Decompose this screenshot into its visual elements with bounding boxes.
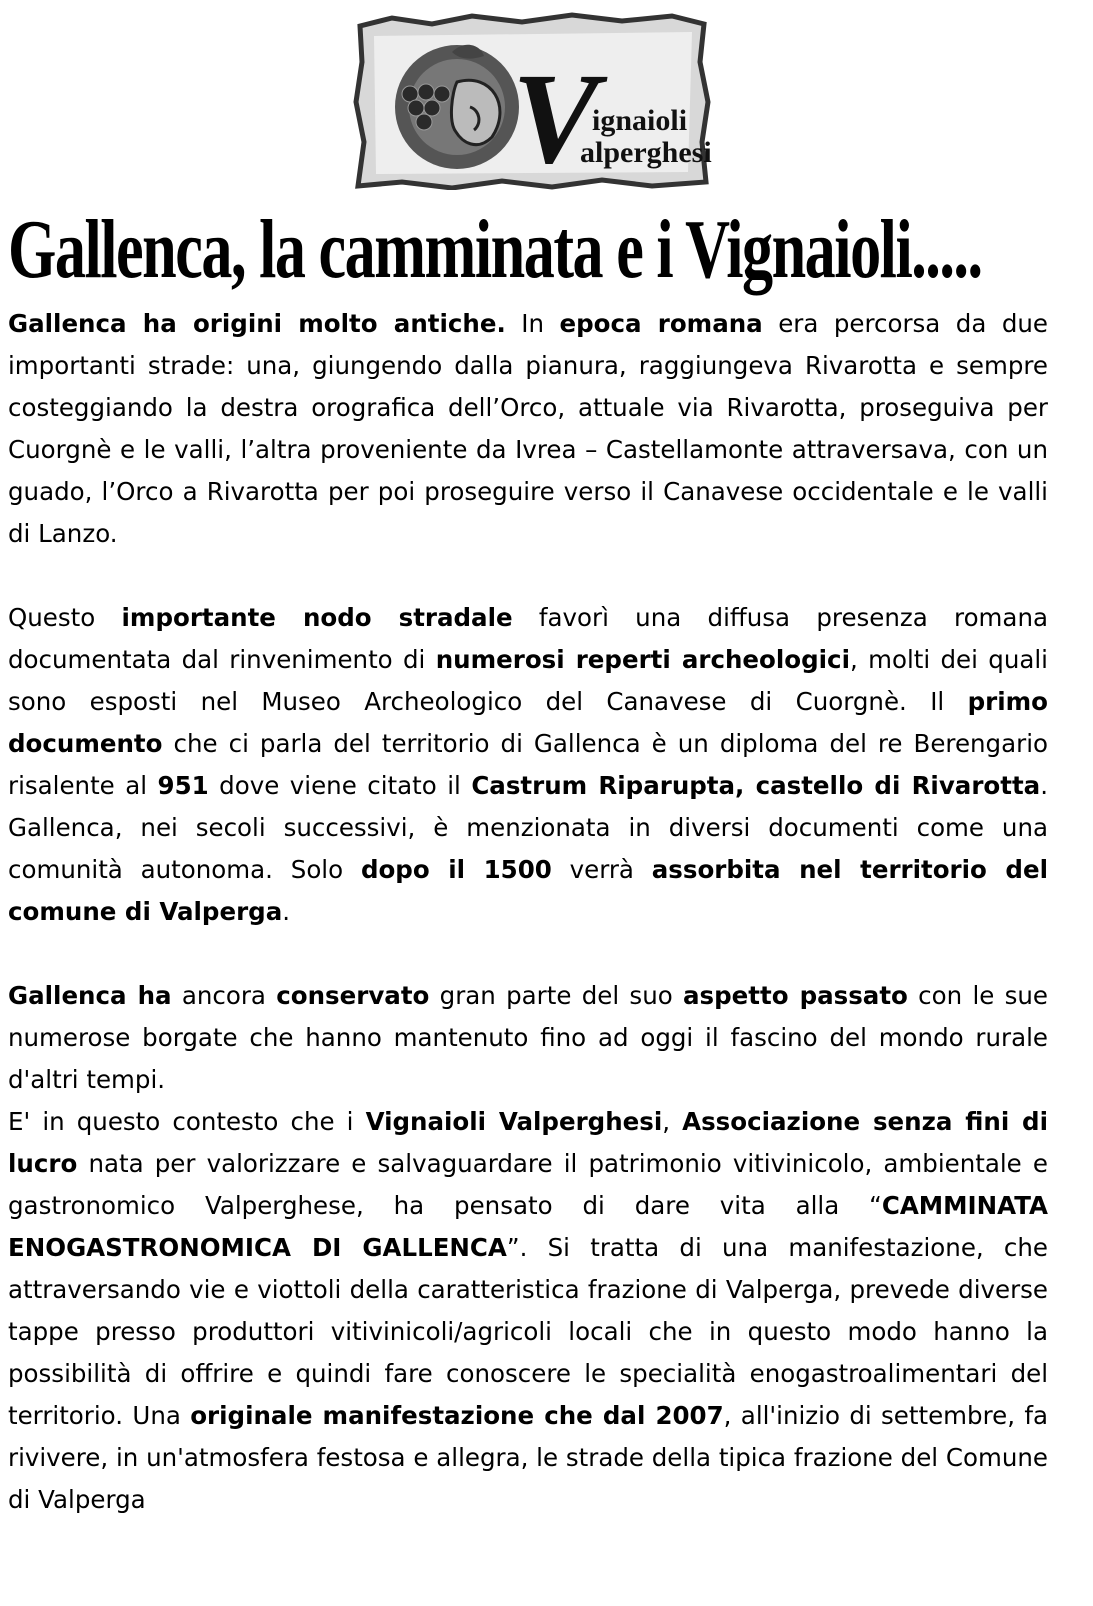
logo-big-v: V bbox=[512, 47, 599, 190]
text-run: ”. Si tratta di una manifestazione, che attraversando vie e viottoli della caratteristica frazione di Valperga, prevede diverse tappe presso produttori vitivinicoli/agricoli locali che in questo modo hanno la possibilità di offrire e quindi fare conoscere le specialità enogastroalimentari del territorio. Una bbox=[8, 1233, 1049, 1430]
paragraph bbox=[8, 975, 1048, 1101]
text-run: dove viene citato il bbox=[208, 771, 472, 800]
vignaioli-logo-image bbox=[352, 12, 712, 190]
text-run: Questo bbox=[8, 603, 122, 632]
bold-text-run: originale manifestazione che dal 2007 bbox=[190, 1401, 724, 1430]
text-run: In bbox=[505, 309, 560, 338]
text-run: favorì una diffusa presenza romana documentata dal rinvenimento di bbox=[8, 603, 1048, 674]
text-run: . bbox=[282, 897, 291, 926]
text-run: che ci parla del territorio di Gallenca è un diploma del re Berengario risalente al bbox=[8, 729, 1048, 800]
paragraph bbox=[8, 1101, 1048, 1521]
text-run: con le sue numerose borgate che hanno mantenuto fino ad oggi il fascino del mondo rurale d'altri tempi. bbox=[8, 981, 1048, 1094]
text-run: verrà bbox=[551, 855, 652, 884]
bold-text-run: 951 bbox=[157, 771, 209, 800]
bold-text-run: primo documento bbox=[8, 687, 1048, 758]
logo-text-ignaioli: ignaioli bbox=[592, 104, 688, 137]
text-run: gran parte del suo bbox=[429, 981, 684, 1010]
bold-text-run: numerosi reperti archeologici bbox=[435, 645, 850, 674]
text-run: nata per valorizzare e salvaguardare il patrimonio vitivinicolo, ambientale e gastronomico Valperghese, ha pensato di dare vita alla “ bbox=[8, 1149, 1048, 1220]
text-run: . Gallenca, nei secoli successivi, è menzionata in diversi documenti come una comunità autonoma. Solo bbox=[8, 771, 1049, 884]
bold-text-run: conservato bbox=[276, 981, 430, 1010]
bold-text-run: Associazione senza fini di lucro bbox=[8, 1107, 1048, 1178]
bold-text-run: assorbita nel territorio del comune di Valperga bbox=[8, 855, 1048, 926]
text-run: ancora bbox=[171, 981, 277, 1010]
text-run: , all'inizio di settembre, fa rivivere, in un'atmosfera festosa e allegra, le strade della tipica frazione del Comune di Valperga bbox=[8, 1401, 1048, 1514]
bold-text-run: Vignaioli Valperghesi bbox=[365, 1107, 663, 1136]
text-run: , molti dei quali sono esposti nel Museo Archeologico del Canavese di Cuorgnè. Il bbox=[8, 645, 1048, 716]
text-run: , bbox=[662, 1107, 683, 1136]
bold-text-run: epoca romana bbox=[559, 309, 763, 338]
page-title: Gallenca, la camminata e i Vignaioli..... bbox=[8, 203, 982, 296]
text-run: E' in questo contesto che i bbox=[8, 1107, 366, 1136]
logo bbox=[352, 12, 712, 190]
text-run: era percorsa da due importanti strade: una, giungendo dalla pianura, raggiungeva Rivarotta e sempre costeggiando la destra orografica dell’Orco, attuale via Rivarotta, proseguiva per Cuorgnè e le valli, l’altra proveniente da Ivrea – Castellamonte attraversava, con un guado, l’Orco a Rivarotta per poi proseguire verso il Canavese occidentale e le valli di Lanzo. bbox=[8, 309, 1048, 548]
paragraph bbox=[8, 597, 1048, 933]
logo-text-alperghesi: alperghesi bbox=[580, 136, 712, 169]
bold-text-run: importante nodo stradale bbox=[121, 603, 513, 632]
bold-text-run: CAMMINATA ENOGASTRONOMICA DI GALLENCA bbox=[8, 1191, 1048, 1262]
paragraph bbox=[8, 303, 1048, 555]
bold-text-run: aspetto passato bbox=[683, 981, 908, 1010]
bold-text-run: Castrum Riparupta, castello di Rivarotta bbox=[471, 771, 1041, 800]
bold-text-run: dopo il 1500 bbox=[360, 855, 552, 884]
bold-text-run: Gallenca ha bbox=[8, 981, 172, 1010]
bold-text-run: Gallenca ha origini molto antiche. bbox=[8, 309, 506, 338]
article-body bbox=[8, 303, 1048, 1521]
